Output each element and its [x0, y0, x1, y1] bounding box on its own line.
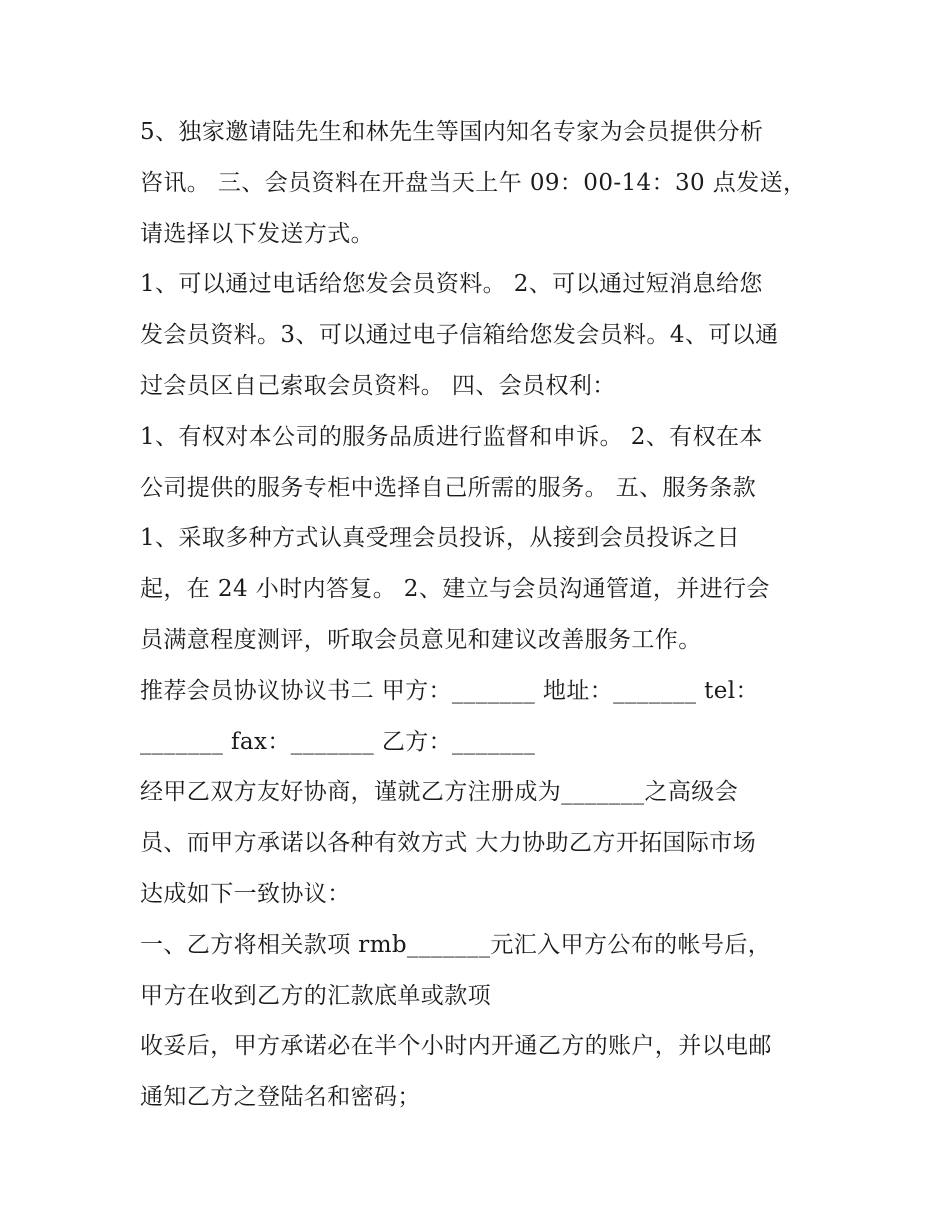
text-line: 一、乙方将相关款项 rmb_______元汇入甲方公布的帐号后，: [140, 931, 772, 958]
text-line: 发会员资料。3、可以通过电子信箱给您发会员料。4、可以通: [140, 322, 779, 349]
text-line: 公司提供的服务专柜中选择自己所需的服务。 五、服务条款: [140, 474, 757, 501]
text-line: 通知乙方之登陆名和密码；: [140, 1084, 421, 1111]
text-line: 达成如下一致协议：: [140, 880, 351, 907]
text-line: 咨讯。 三、会员资料在开盘当天上午 09：00-14：30 点发送，: [140, 169, 807, 196]
text-line: 5、独家邀请陆先生和林先生等国内知名专家为会员提供分析: [140, 119, 764, 145]
text-line: _______ fax：_______ 乙方：_______: [140, 728, 536, 755]
text-line: 收妥后，甲方承诺必在半个小时内开通乙方的账户，并以电邮: [140, 1033, 772, 1060]
text-line: 员满意程度测评，听取会员意见和建议改善服务工作。: [140, 626, 702, 653]
text-line: 过会员区自己索取会员资料。 四、会员权利：: [140, 372, 616, 399]
text-line: 推荐会员协议协议书二 甲方：_______ 地址：_______ tel：: [140, 677, 759, 704]
text-line: 1、可以通过电话给您发会员资料。 2、可以通过短消息给您: [140, 271, 763, 298]
text-line: 请选择以下发送方式。: [140, 220, 374, 247]
text-line: 经甲乙双方友好协商，谨就乙方注册成为_______之高级会: [140, 779, 739, 806]
text-line: 甲方在收到乙方的汇款底单或款项: [140, 982, 491, 1009]
text-line: 起，在 24 小时内答复。 2、建立与会员沟通管道，并进行会: [140, 576, 770, 603]
text-line: 1、有权对本公司的服务品质进行监督和申诉。 2、有权在本: [140, 423, 763, 450]
document-body: [140, 107, 830, 1123]
text-line: 员、而甲方承诺以各种有效方式 大力协助乙方开拓国际市场: [140, 830, 757, 857]
text-line: 1、采取多种方式认真受理会员投诉，从接到会员投诉之日: [140, 525, 741, 552]
